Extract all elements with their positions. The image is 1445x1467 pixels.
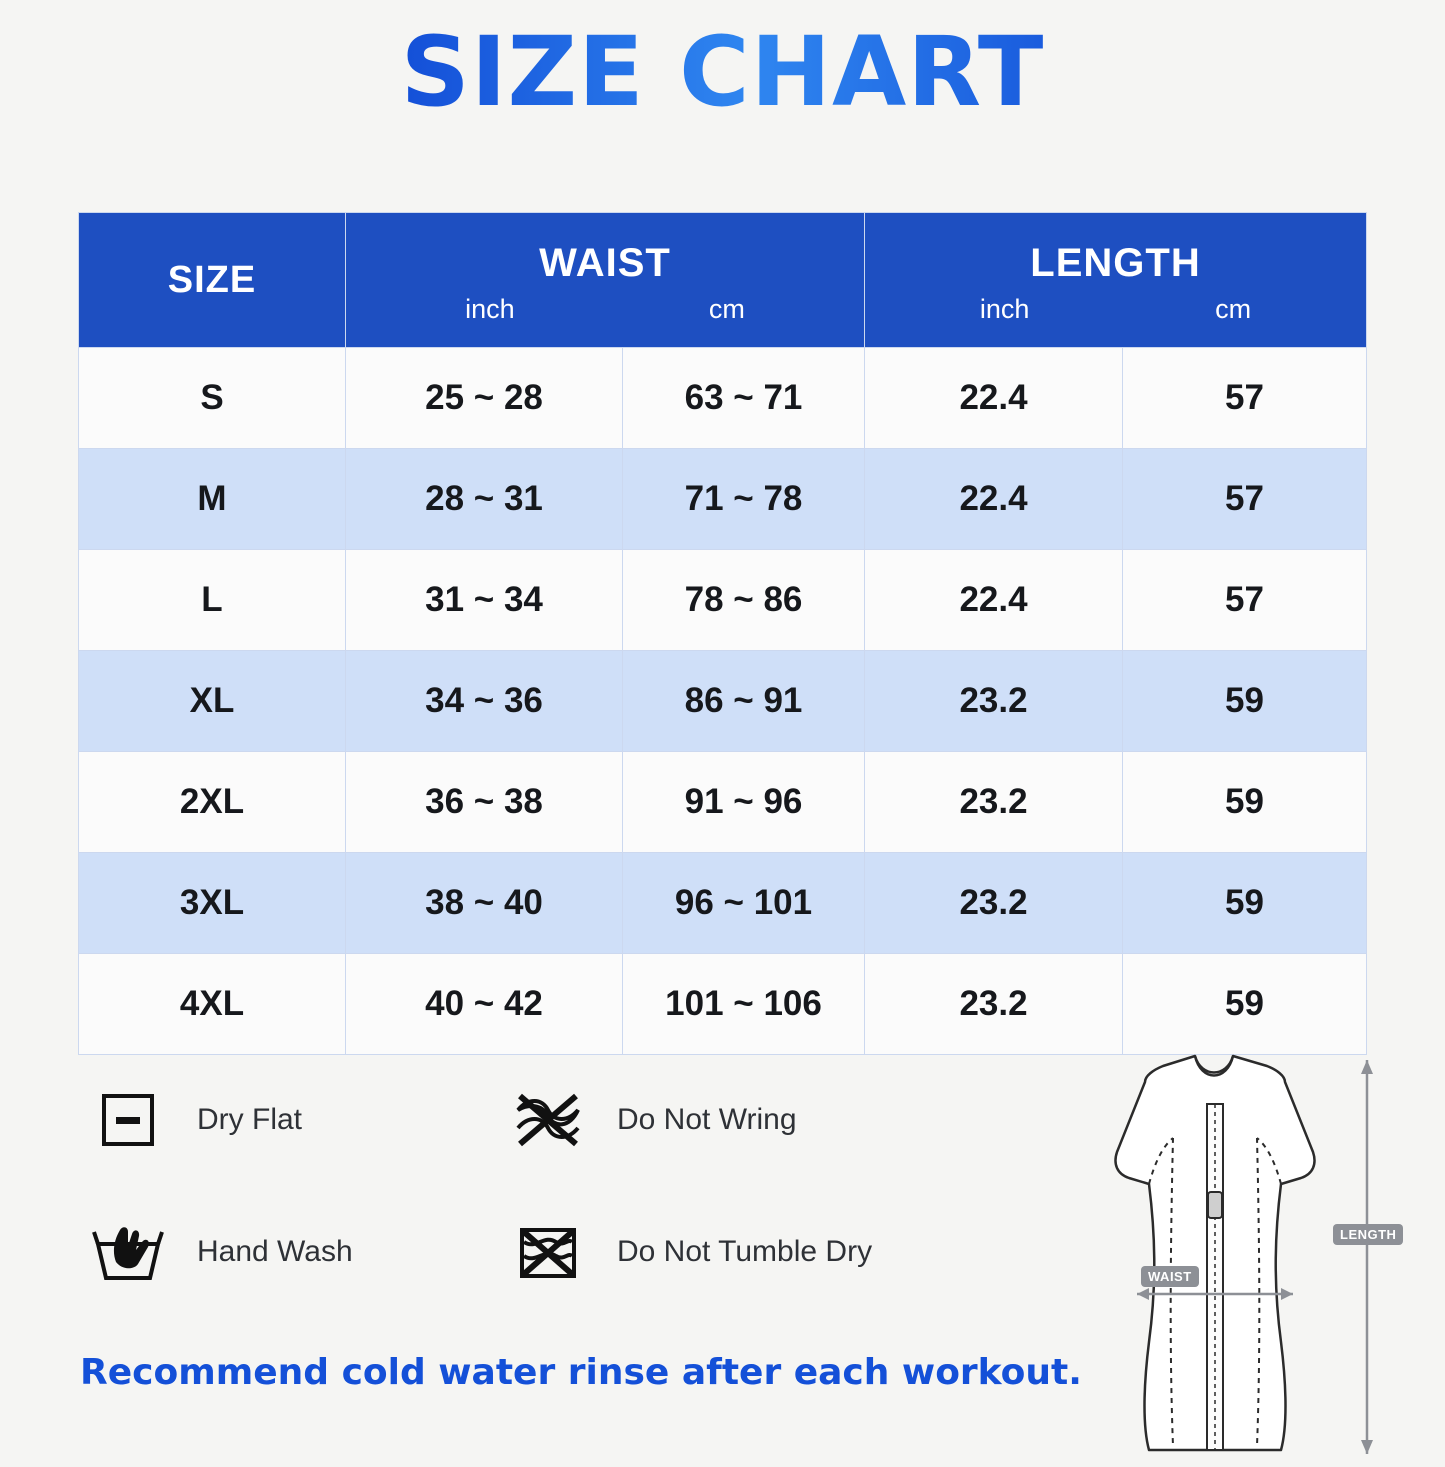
table-header	[79, 213, 1367, 348]
care-label: Do Not Tumble Dry	[617, 1235, 873, 1268]
care-instructions	[85, 1077, 965, 1341]
cell-length-cm: 59	[1123, 853, 1367, 954]
waist-unit-cm: cm	[708, 294, 745, 324]
cell-waist-inch: 38 ~ 40	[346, 853, 623, 954]
care-row-1	[85, 1077, 965, 1163]
care-item-hand-wash	[85, 1209, 505, 1295]
cell-size: 4XL	[79, 954, 346, 1055]
table-row	[79, 449, 1367, 550]
cell-waist-inch: 40 ~ 42	[346, 954, 623, 1055]
cell-size: L	[79, 550, 346, 651]
cell-size: S	[79, 348, 346, 449]
care-label: Hand Wash	[197, 1235, 353, 1268]
cell-waist-cm: 71 ~ 78	[623, 449, 865, 550]
table-row	[79, 752, 1367, 853]
cell-length-cm: 57	[1123, 449, 1367, 550]
do-not-wring-icon	[505, 1077, 591, 1163]
column-header-size: SIZE	[79, 213, 346, 348]
table-row	[79, 651, 1367, 752]
waist-unit-inch: inch	[465, 294, 515, 324]
cell-waist-cm: 101 ~ 106	[623, 954, 865, 1055]
size-table-container	[78, 212, 1366, 1055]
cell-length-cm: 57	[1123, 348, 1367, 449]
care-note: Recommend cold water rinse after each workout.	[80, 1352, 1082, 1393]
table-row	[79, 853, 1367, 954]
cell-waist-cm: 86 ~ 91	[623, 651, 865, 752]
cell-size: XL	[79, 651, 346, 752]
hand-wash-icon	[85, 1209, 171, 1295]
length-title: LENGTH	[1030, 241, 1201, 285]
garment-illustration	[995, 1042, 1415, 1462]
cell-length-inch: 23.2	[865, 752, 1123, 853]
cell-size: 2XL	[79, 752, 346, 853]
page-title: SIZE CHART	[0, 22, 1445, 123]
cell-length-cm: 59	[1123, 752, 1367, 853]
column-header-waist	[346, 213, 865, 348]
waist-title: WAIST	[539, 241, 671, 285]
cell-length-inch: 22.4	[865, 550, 1123, 651]
length-unit-inch: inch	[979, 294, 1030, 324]
care-label: Do Not Wring	[617, 1103, 797, 1136]
care-row-2	[85, 1209, 965, 1295]
care-label: Dry Flat	[197, 1103, 302, 1136]
cell-waist-cm: 91 ~ 96	[623, 752, 865, 853]
waist-measure-tag: WAIST	[1141, 1266, 1199, 1287]
do-not-tumble-dry-icon	[505, 1209, 591, 1295]
size-table	[78, 212, 1367, 1055]
cell-waist-inch: 34 ~ 36	[346, 651, 623, 752]
care-item-do-not-wring	[505, 1077, 925, 1163]
column-header-length	[865, 213, 1367, 348]
cell-size: M	[79, 449, 346, 550]
cell-length-cm: 59	[1123, 954, 1367, 1055]
cell-size: 3XL	[79, 853, 346, 954]
cell-length-inch: 22.4	[865, 449, 1123, 550]
cell-waist-inch: 31 ~ 34	[346, 550, 623, 651]
cell-length-inch: 23.2	[865, 954, 1123, 1055]
size-chart-page	[0, 16, 1445, 1467]
cell-length-inch: 23.2	[865, 853, 1123, 954]
dry-flat-icon	[85, 1077, 171, 1163]
care-item-do-not-tumble-dry	[505, 1209, 925, 1295]
cell-length-inch: 22.4	[865, 348, 1123, 449]
table-row	[79, 550, 1367, 651]
care-item-dry-flat	[85, 1077, 505, 1163]
garment-diagram	[995, 1042, 1415, 1462]
table-body	[79, 348, 1367, 1055]
cell-waist-inch: 25 ~ 28	[346, 348, 623, 449]
cell-waist-cm: 96 ~ 101	[623, 853, 865, 954]
length-unit-cm: cm	[1215, 294, 1252, 324]
cell-waist-inch: 28 ~ 31	[346, 449, 623, 550]
table-row	[79, 348, 1367, 449]
cell-length-cm: 57	[1123, 550, 1367, 651]
cell-waist-inch: 36 ~ 38	[346, 752, 623, 853]
cell-length-inch: 23.2	[865, 651, 1123, 752]
length-measure-tag: LENGTH	[1333, 1224, 1403, 1245]
cell-waist-cm: 78 ~ 86	[623, 550, 865, 651]
cell-length-cm: 59	[1123, 651, 1367, 752]
table-row	[79, 954, 1367, 1055]
cell-waist-cm: 63 ~ 71	[623, 348, 865, 449]
